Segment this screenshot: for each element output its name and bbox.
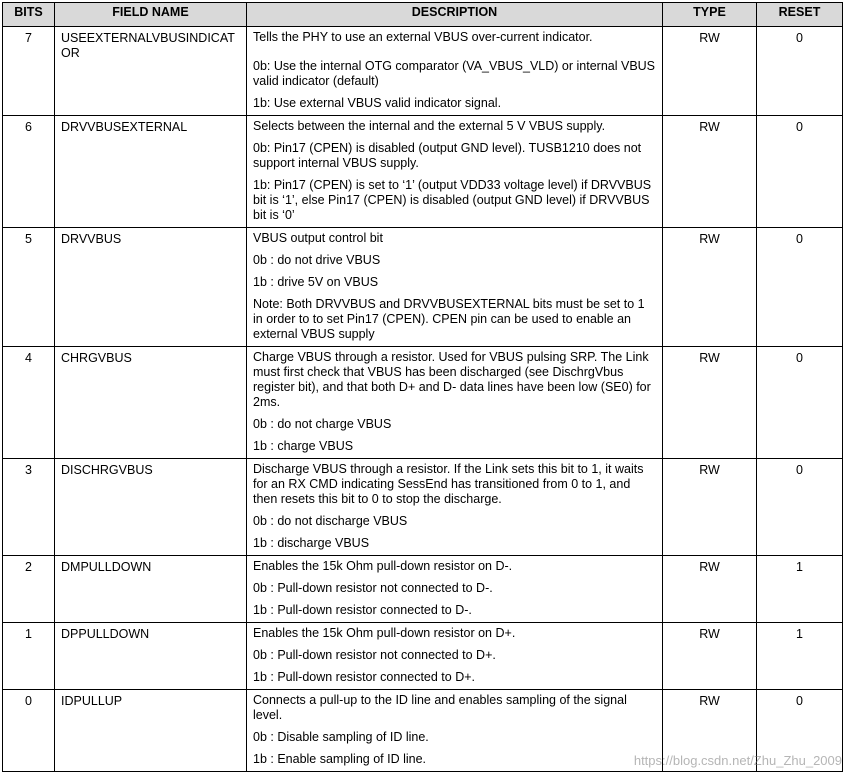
description-cell xyxy=(247,690,663,772)
table-row xyxy=(3,690,843,772)
table-header xyxy=(3,3,843,27)
description-line: Enables the 15k Ohm pull-down resistor on D-. xyxy=(253,559,513,573)
bits-cell: 1 xyxy=(3,623,55,690)
header-type: TYPE xyxy=(663,3,757,27)
type-cell: RW xyxy=(663,556,757,623)
header-description: DESCRIPTION xyxy=(247,3,663,27)
type-cell: RW xyxy=(663,459,757,556)
description-line: 0b: Pin17 (CPEN) is disabled (output GND level). TUSB1210 does not support internal VBUS supply. xyxy=(253,141,642,170)
type-cell: RW xyxy=(663,623,757,690)
description-line: VBUS output control bit xyxy=(253,231,383,245)
description-line: 0b : do not charge VBUS xyxy=(253,417,392,431)
description-line: 0b : Pull-down resistor not connected to D+. xyxy=(253,648,496,662)
description-cell xyxy=(247,623,663,690)
description-line: 1b : Pull-down resistor connected to D-. xyxy=(253,603,472,617)
description-line: 0b : do not drive VBUS xyxy=(253,253,381,267)
reset-cell: 1 xyxy=(757,623,843,690)
watermark: https://blog.csdn.net/Zhu_Zhu_2009 xyxy=(633,753,842,768)
header-reset: RESET xyxy=(757,3,843,27)
description-line: 0b : Disable sampling of ID line. xyxy=(253,730,429,744)
reset-cell: 0 xyxy=(757,347,843,459)
field-name-cell: DPPULLDOWN xyxy=(55,623,247,690)
type-cell: RW xyxy=(663,690,757,772)
bits-cell: 4 xyxy=(3,347,55,459)
table-row xyxy=(3,623,843,690)
description-line: Selects between the internal and the external 5 V VBUS supply. xyxy=(253,119,606,133)
type-cell: RW xyxy=(663,116,757,228)
type-cell: RW xyxy=(663,228,757,347)
bits-cell: 5 xyxy=(3,228,55,347)
bits-cell: 2 xyxy=(3,556,55,623)
description-line: Note: Both DRVVBUS and DRVVBUSEXTERNAL bits must be set to 1 in order to to set Pin17 (CPEN). CPEN pin can be used to enable an external VBUS supply xyxy=(253,297,645,341)
header-row xyxy=(3,3,843,27)
bits-cell: 0 xyxy=(3,690,55,772)
description-cell xyxy=(247,459,663,556)
description-cell xyxy=(247,27,663,116)
reset-cell: 0 xyxy=(757,116,843,228)
bits-cell: 7 xyxy=(3,27,55,116)
bits-cell: 6 xyxy=(3,116,55,228)
table-row xyxy=(3,556,843,623)
table-row xyxy=(3,347,843,459)
description-line: 1b: Pin17 (CPEN) is set to ‘1’ (output VDD33 voltage level) if DRVVBUS bit is ‘1’, else Pin17 (CPEN) is disabled (output GND level) if DRVVBUS bit is ‘0’ xyxy=(253,178,652,222)
reset-cell: 0 xyxy=(757,459,843,556)
description-line: 1b : Enable sampling of ID line. xyxy=(253,752,427,766)
description-line: 1b : Pull-down resistor connected to D+. xyxy=(253,670,475,684)
reset-cell: 0 xyxy=(757,690,843,772)
description-line: 1b : charge VBUS xyxy=(253,439,354,453)
description-line: 1b : drive 5V on VBUS xyxy=(253,275,379,289)
description-line: Enables the 15k Ohm pull-down resistor on D+. xyxy=(253,626,516,640)
header-bits: BITS xyxy=(3,3,55,27)
description-line: Discharge VBUS through a resistor. If the Link sets this bit to 1, it waits for an RX CMD indicating SessEnd has transitioned from 0 to 1, and then resets this bit to 0 to stop the discharge. xyxy=(253,462,644,506)
description-cell xyxy=(247,347,663,459)
description-cell xyxy=(247,228,663,347)
description-line: Tells the PHY to use an external VBUS over-current indicator. xyxy=(253,30,593,44)
bits-cell: 3 xyxy=(3,459,55,556)
type-cell: RW xyxy=(663,347,757,459)
reset-cell: 0 xyxy=(757,228,843,347)
reset-cell: 1 xyxy=(757,556,843,623)
type-cell: RW xyxy=(663,27,757,116)
table-row xyxy=(3,116,843,228)
reset-cell: 0 xyxy=(757,27,843,116)
description-line: 0b : do not discharge VBUS xyxy=(253,514,408,528)
table-row xyxy=(3,27,843,116)
table-row xyxy=(3,459,843,556)
field-name-cell: DMPULLDOWN xyxy=(55,556,247,623)
field-name-cell: USEEXTERNALVBUSINDICATOR xyxy=(55,27,247,116)
description-line: 0b: Use the internal OTG comparator (VA_VBUS_VLD) or internal VBUS valid indicator (default) xyxy=(253,59,656,88)
table-row xyxy=(3,228,843,347)
description-cell xyxy=(247,116,663,228)
description-line: Charge VBUS through a resistor. Used for VBUS pulsing SRP. The Link must first check that VBUS has been discharged (see DischrgVbus register bit), and that both D+ and D- data lines have been low (SE0) for 2ms. xyxy=(253,350,651,409)
table-body xyxy=(3,27,843,772)
description-line: Connects a pull-up to the ID line and enables sampling of the signal level. xyxy=(253,693,627,722)
header-field-name: FIELD NAME xyxy=(55,3,247,27)
field-name-cell: IDPULLUP xyxy=(55,690,247,772)
field-name-cell: DRVVBUSEXTERNAL xyxy=(55,116,247,228)
field-name-cell: CHRGVBUS xyxy=(55,347,247,459)
description-line: 1b: Use external VBUS valid indicator signal. xyxy=(253,96,502,110)
field-name-cell: DISCHRGVBUS xyxy=(55,459,247,556)
description-cell xyxy=(247,556,663,623)
field-name-cell: DRVVBUS xyxy=(55,228,247,347)
description-line: 0b : Pull-down resistor not connected to D-. xyxy=(253,581,493,595)
description-line: 1b : discharge VBUS xyxy=(253,536,370,550)
register-table xyxy=(2,2,843,772)
